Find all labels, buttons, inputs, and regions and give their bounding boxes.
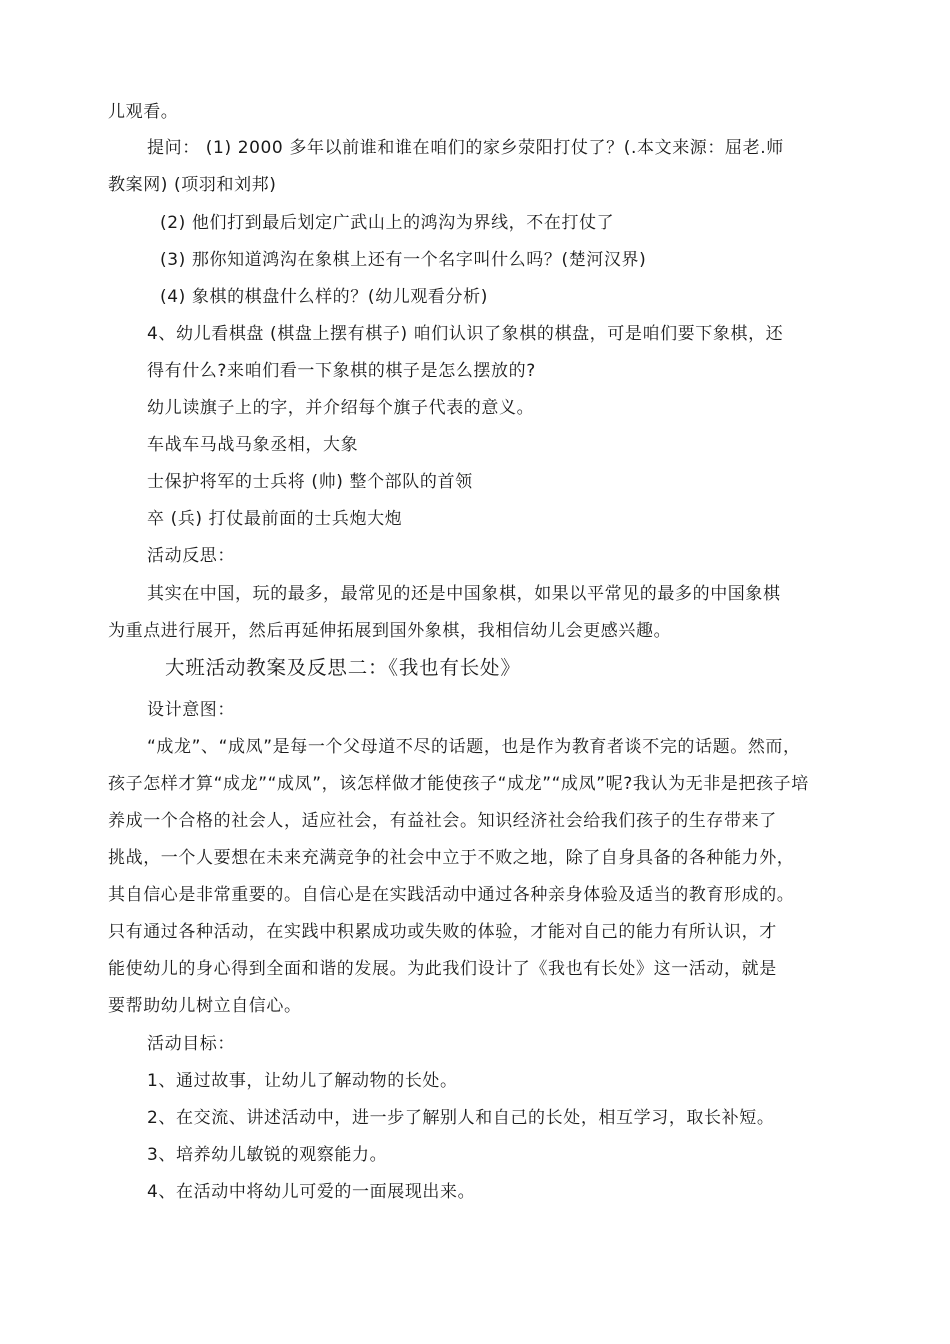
- question-item: (4) 象棋的棋盘什么样的？(幼儿观看分析): [160, 287, 488, 307]
- paragraph-line: “成龙”、“成凤”是每一个父母道不尽的话题，也是作为教育者谈不完的话题。然而，: [147, 737, 801, 757]
- section-label: 活动反思：: [147, 546, 235, 566]
- paragraph-line: 孩子怎样才算“成龙”“成凤”，该怎样做才能使孩子“成龙”“成凤”呢?我认为无非是把孩子培: [108, 774, 809, 794]
- paragraph-line: 为重点进行展开，然后再延伸拓展到国外象棋，我相信幼儿会更感兴趣。: [108, 621, 672, 641]
- goal-item: 3、培养幼儿敏锐的观察能力。: [147, 1145, 388, 1165]
- section-label: 活动目标：: [147, 1034, 235, 1054]
- text-line: 儿观看。: [108, 102, 179, 122]
- text-line: 车战车马战马象丞相，大象: [147, 435, 359, 455]
- goal-item: 1、通过故事，让幼儿了解动物的长处。: [147, 1071, 458, 1091]
- text-line: 得有什么?来咱们看一下象棋的棋子是怎么摆放的?: [147, 361, 536, 381]
- question-item: (3) 那你知道鸿沟在象棋上还有一个名字叫什么吗？(楚河汉界): [160, 250, 647, 270]
- paragraph-line: 养成一个合格的社会人，适应社会，有益社会。知识经济社会给我们孩子的生存带来了: [108, 811, 777, 831]
- text-line: 幼儿读旗子上的字，并介绍每个旗子代表的意义。: [147, 398, 535, 418]
- paragraph-line: 能使幼儿的身心得到全面和谐的发展。为此我们设计了《我也有长处》这一活动，就是: [108, 959, 777, 979]
- section-heading: 大班活动教案及反思二：《我也有长处》: [165, 656, 521, 679]
- paragraph-line: 要帮助幼儿树立自信心。: [108, 996, 302, 1016]
- goal-item: 2、在交流、讲述活动中，进一步了解别人和自己的长处，相互学习，取长补短。: [147, 1108, 775, 1128]
- paragraph-line: 其实在中国，玩的最多，最常见的还是中国象棋，如果以平常见的最多的中国象棋: [147, 584, 781, 604]
- paragraph-line: 挑战，一个人要想在未来充满竞争的社会中立于不败之地，除了自身具备的各种能力外，: [108, 848, 795, 868]
- text-line: 士保护将军的士兵将 (帅) 整个部队的首领: [147, 472, 473, 492]
- question-intro-line: 提问： (1) 2000 多年以前谁和谁在咱们的家乡荥阳打仗了？(.本文来源：屈老.师: [147, 138, 784, 158]
- paragraph-line: 只有通过各种活动，在实践中积累成功或失败的体验，才能对自己的能力有所认识，才: [108, 922, 777, 942]
- goal-item: 4、在活动中将幼儿可爱的一面展现出来。: [147, 1182, 476, 1202]
- step-line: 4、幼儿看棋盘 (棋盘上摆有棋子) 咱们认识了象棋的棋盘，可是咱们要下象棋，还: [147, 324, 784, 344]
- section-label: 设计意图：: [147, 700, 235, 720]
- text-line: 教案网) (项羽和刘邦): [108, 175, 277, 195]
- text-line: 卒 (兵) 打仗最前面的士兵炮大炮: [147, 509, 403, 529]
- question-item: (2) 他们打到最后划定广武山上的鸿沟为界线，不在打仗了: [160, 213, 615, 233]
- paragraph-line: 其自信心是非常重要的。自信心是在实践活动中通过各种亲身体验及适当的教育形成的。: [108, 885, 795, 905]
